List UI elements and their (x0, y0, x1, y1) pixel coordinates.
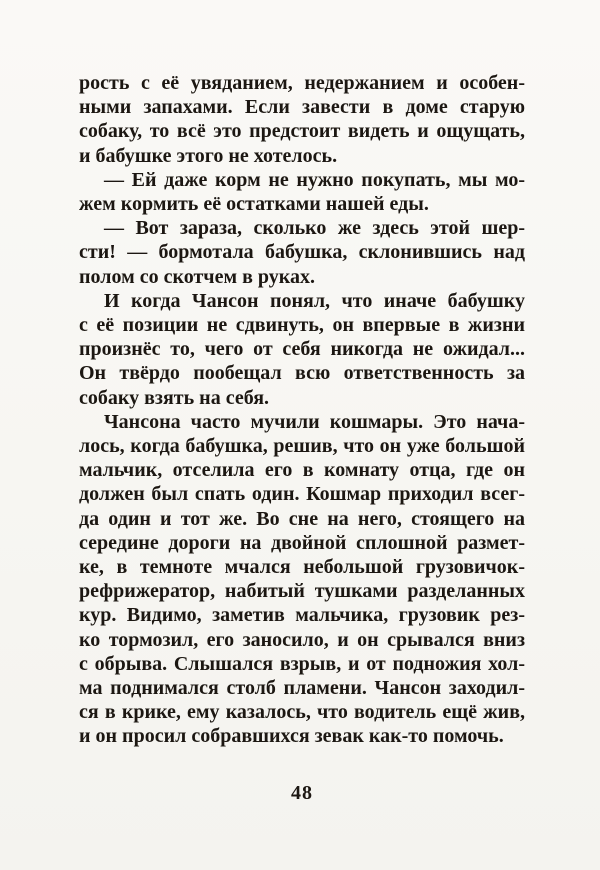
text-line: Чансона часто мучили кошмары. Это нача- (104, 410, 525, 433)
text-line: да один и тот же. Во сне на него, стоящего на (79, 507, 525, 530)
text-line: и он просил собравшихся зевак как-то помочь. (79, 725, 504, 748)
text-line: мальчик, отселила его в комнату отца, где он (79, 459, 525, 482)
text-line: ма поднимался столб пламени. Чансон заходил- (79, 677, 525, 700)
text-line: собаку, то всё это предстоит видеть и ощущать, (79, 120, 525, 143)
text-line: лось, когда бабушка, решив, что он уже большой (79, 435, 525, 458)
text-line: сти! — бормотала бабушка, склонившись над (79, 241, 525, 264)
text-line: середине дороги на двойной сплошной размет- (79, 531, 525, 554)
text-line: жем кормить её остатками нашей еды. (79, 193, 429, 216)
text-line: должен был спать один. Кошмар приходил всег- (79, 483, 525, 506)
text-line: ся в крике, ему казалось, что водитель ещё жив, (79, 701, 525, 724)
text-line: — Вот зараза, сколько же здесь этой шер- (104, 217, 525, 240)
page-number: 48 (291, 782, 313, 804)
text-line: произнёс то, чего от себя никогда не ожидал... (79, 338, 525, 361)
text-line: полом со скотчем в руках. (79, 265, 315, 288)
body-text (79, 71, 525, 749)
text-line: И когда Чансон понял, что иначе бабушку (104, 289, 525, 312)
text-line: — Ей даже корм не нужно покупать, мы мо- (104, 168, 525, 191)
text-line: и бабушке этого не хотелось. (79, 144, 338, 167)
text-line: с её позиции не сдвинуть, он впервые в жизни (79, 314, 525, 337)
text-line: собаку взять на себя. (79, 386, 270, 409)
text-line: с обрыва. Слышался взрыв, и от подножия хол- (79, 652, 525, 675)
text-line: ными запахами. Если завести в доме старую (79, 96, 525, 119)
text-line: рость с её увяданием, недержанием и особен- (79, 72, 525, 94)
text-line: ке, в темноте мчался небольшой грузовичок- (79, 556, 525, 579)
text-line: Он твёрдо пообещал всю ответственность за (79, 362, 525, 385)
text-line: рефрижератор, набитый тушками разделанных (79, 580, 525, 603)
text-line: кур. Видимо, заметив мальчика, грузовик рез- (79, 604, 525, 627)
text-line: ко тормозил, его заносило, и он срывался вниз (79, 628, 525, 651)
